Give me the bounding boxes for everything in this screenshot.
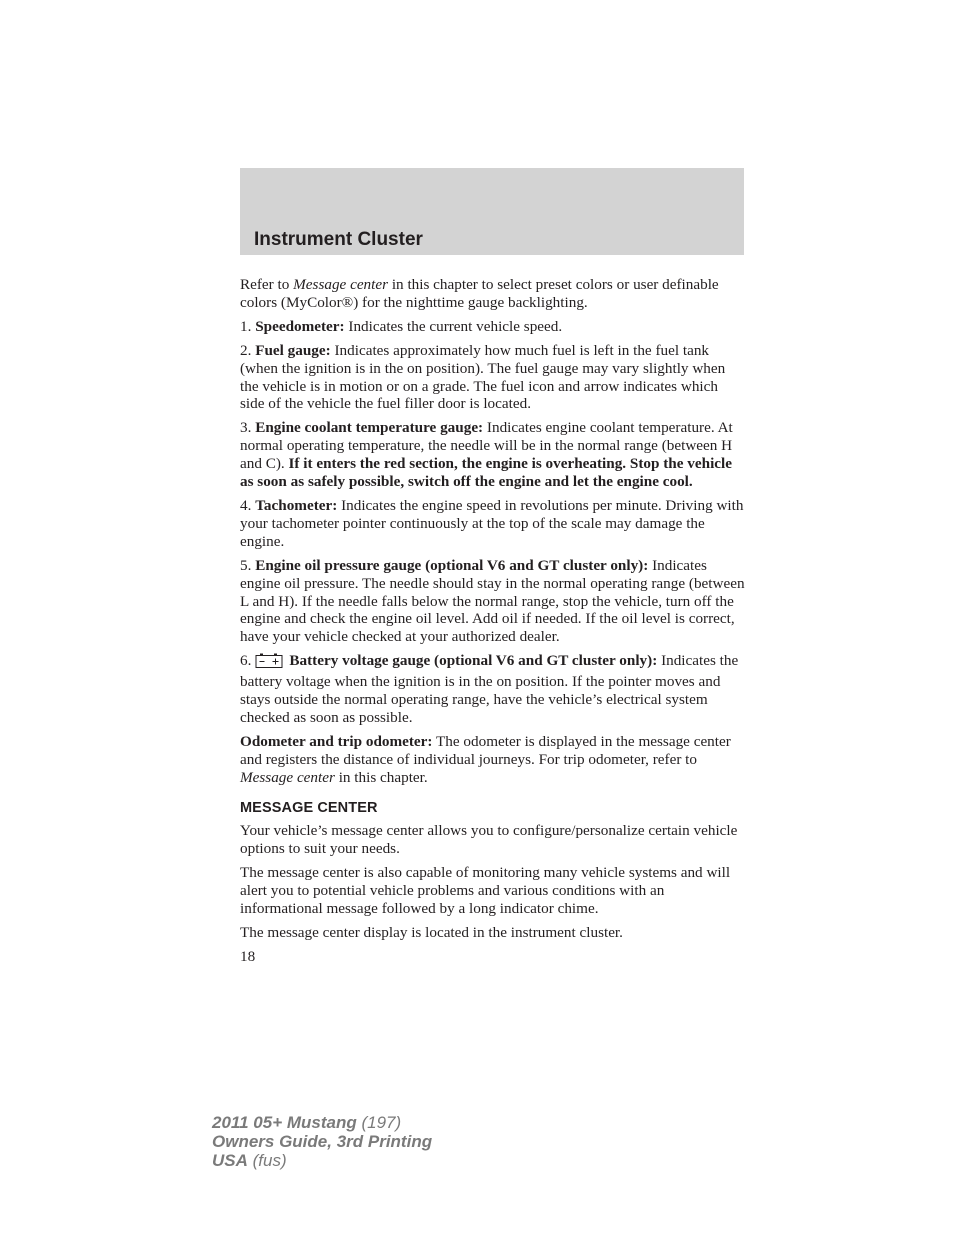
message-center-heading: MESSAGE CENTER xyxy=(240,799,378,816)
item-label: Engine oil pressure gauge (optional V6 and GT cluster only): xyxy=(255,556,649,574)
footer-market-line: USA (fus) xyxy=(212,1151,287,1170)
footer-model-line: 2011 05+ Mustang (197) xyxy=(212,1113,402,1132)
item-odometer: Odometer and trip odometer: The odometer is displayed in the message center and registers the distance of individual journeys. For trip odometer, refer to Message center in this chapter. xyxy=(240,732,731,786)
item-fuel-gauge: 2. Fuel gauge: Indicates approximately how much fuel is left in the fuel tank (when the ignition is in the on position). The fuel gauge may vary slightly when the vehicle is in motion or on a grade. The fuel icon and arrow indicates which side of the vehicle the fuel filler door is located. xyxy=(240,341,726,413)
message-center-paragraph-1: Your vehicle’s message center allows you to configure/personalize certain vehicle options to suit your needs. xyxy=(240,822,738,858)
item-coolant-gauge: 3. Engine coolant temperature gauge: Indicates engine coolant temperature. At normal operating temperature, the needle will be in the normal range (between H and C). If it enters the red section, the engine is overheating. Stop the vehicle as soon as safely possible, switch off the engine and let the engine cool. xyxy=(240,419,733,491)
battery-icon xyxy=(255,653,283,673)
item-label: Fuel gauge: xyxy=(255,341,331,359)
intro-paragraph: Refer to Message center in this chapter to select preset colors or user definable colors (MyColor®) for the nighttime gauge backlighting. xyxy=(240,276,719,311)
item-label: Tachometer: xyxy=(255,496,338,514)
message-center-reference: Message center xyxy=(240,768,335,786)
item-label: Odometer and trip odometer: xyxy=(240,732,433,750)
item-label: Battery voltage gauge (optional V6 and GT cluster only): xyxy=(289,652,658,670)
message-center-reference: Message center xyxy=(293,276,389,293)
item-label: Engine coolant temperature gauge: xyxy=(255,419,484,437)
footer-guide-line: Owners Guide, 3rd Printing xyxy=(212,1132,433,1151)
overheating-warning: If it enters the red section, the engine is overheating. Stop the vehicle as soon as safely possible, switch off the engine and let the engine cool. xyxy=(240,455,732,491)
item-speedometer: 1. Speedometer: Indicates the current vehicle speed. xyxy=(240,317,563,335)
item-tachometer: 4. Tachometer: Indicates the engine speed in revolutions per minute. Driving with your tachometer pointer continuously at the top of the scale may damage the engine. xyxy=(240,496,744,550)
message-center-paragraph-3: The message center display is located in the instrument cluster. xyxy=(240,924,623,941)
section-header-band xyxy=(240,168,744,255)
section-title: Instrument Cluster xyxy=(254,229,423,250)
item-label: Speedometer: xyxy=(255,317,345,335)
page-content xyxy=(240,276,746,966)
page-number: 18 xyxy=(240,947,256,965)
document-footer xyxy=(212,1113,432,1170)
message-center-paragraph-2: The message center is also capable of monitoring many vehicle systems and will alert you to potential vehicle problems and various conditions with an informational message followed by a long indicator chime. xyxy=(240,864,731,918)
item-battery-gauge: 6. Battery voltage gauge (optional V6 and GT cluster only): Indicates the battery voltage when the ignition is in the on position. If the pointer moves and stays outside the normal operating range, have the vehicle’s electrical system checked as soon as possible. xyxy=(240,652,739,726)
item-oil-pressure-gauge: 5. Engine oil pressure gauge (optional V6 and GT cluster only): Indicates engine oil pressure. The needle should stay in the normal operating range (between L and H). If the needle falls below the normal range, stop the vehicle, turn off the engine and check the engine oil level. Add oil if needed. If the oil level is correct, have your vehicle checked at your authorized dealer. xyxy=(240,556,745,646)
